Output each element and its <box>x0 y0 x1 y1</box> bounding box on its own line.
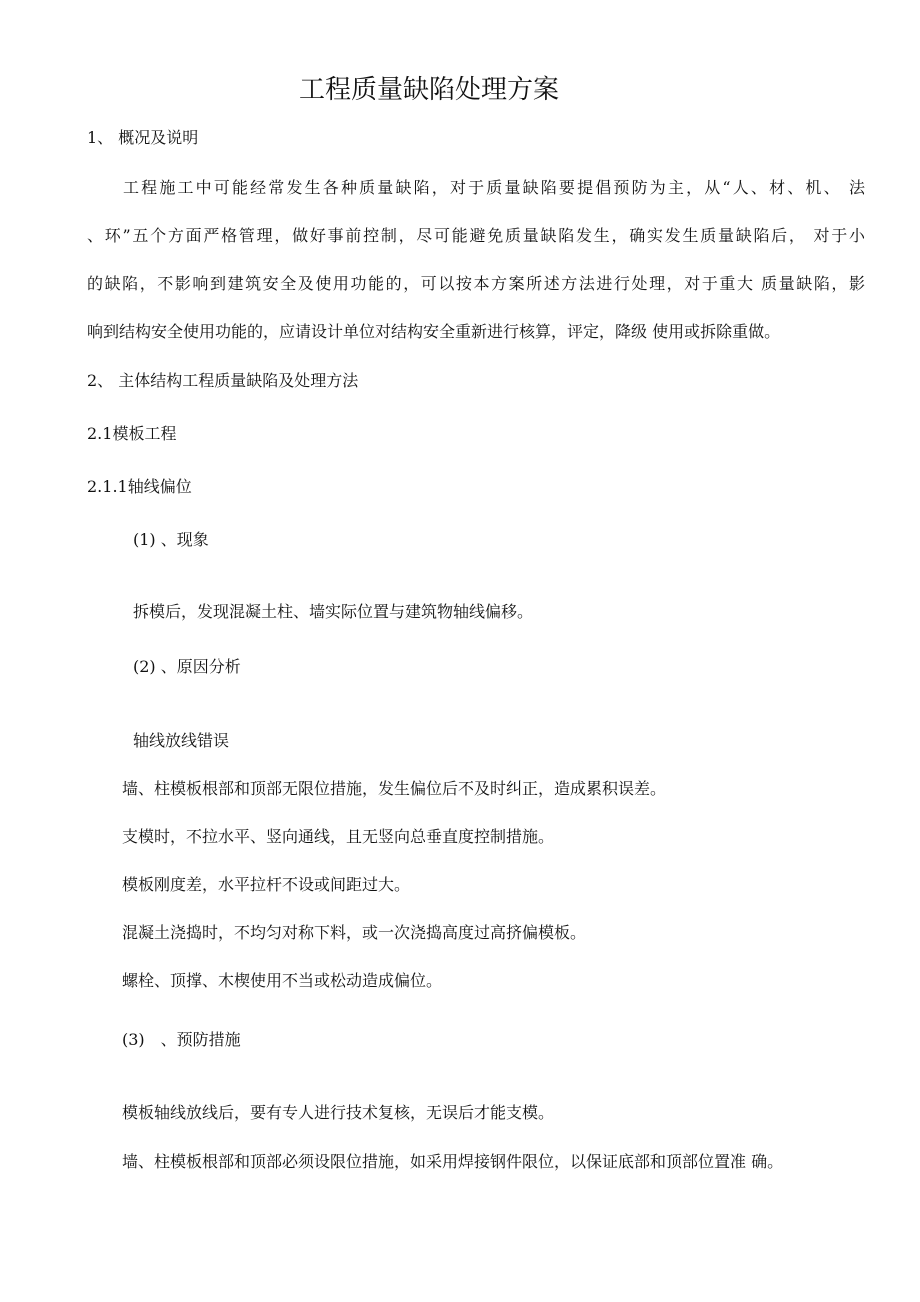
paragraph-line: 、环”五个方面严格管理，做好事前控制，尽可能避免质量缺陷发生，确实发生质量缺陷后， 对于小 <box>87 226 865 245</box>
cause-item: 混凝土浇捣时，不均匀对称下料，或一次浇捣高度过高挤偏模板。 <box>122 923 587 942</box>
prevention-item: 模板轴线放线后，要有专人进行技术复核，无误后才能支模。 <box>122 1103 555 1122</box>
cause-item: 模板刚度差，水平拉杆不设或间距过大。 <box>122 875 411 894</box>
cause-item: 轴线放线错误 <box>133 731 230 750</box>
paragraph-line: 的缺陷，不影响到建筑安全及使用功能的，可以按本方案所述方法进行处理，对于重大 质量缺陷，影 <box>87 274 865 293</box>
prevention-heading: (3) 、预防措施 <box>122 1030 241 1049</box>
section-2-1-1-heading: 2.1.1轴线偏位 <box>87 477 192 496</box>
prevention-item: 墙、柱模板根部和顶部必须设限位措施，如采用焊接钢件限位，以保证底部和顶部位置准 确。 <box>122 1152 784 1171</box>
cause-item: 墙、柱模板根部和顶部无限位措施，发生偏位后不及时纠正，造成累积误差。 <box>122 779 667 798</box>
phenomenon-heading: (1) 、现象 <box>133 530 209 549</box>
section-2-1-heading: 2.1模板工程 <box>87 424 177 443</box>
cause-item: 支模时，不拉水平、竖向通线，且无竖向总垂直度控制措施。 <box>122 827 555 846</box>
cause-item: 螺栓、顶撑、木楔使用不当或松动造成偏位。 <box>122 971 443 990</box>
cause-heading: (2) 、原因分析 <box>133 657 241 676</box>
section-2-heading: 2、 主体结构工程质量缺陷及处理方法 <box>87 371 359 390</box>
paragraph-line: 响到结构安全使用功能的，应请设计单位对结构安全重新进行核算，评定，降级 使用或拆除重做。 <box>87 322 781 341</box>
phenomenon-text: 拆模后，发现混凝土柱、墙实际位置与建筑物轴线偏移。 <box>133 602 534 621</box>
document-title: 工程质量缺陷处理方案 <box>298 75 559 105</box>
section-1-heading: 1、 概况及说明 <box>87 128 199 147</box>
paragraph-line: 工程施工中可能经常发生各种质量缺陷，对于质量缺陷要提倡预防为主，从“人、材、机、 法 <box>123 178 865 197</box>
